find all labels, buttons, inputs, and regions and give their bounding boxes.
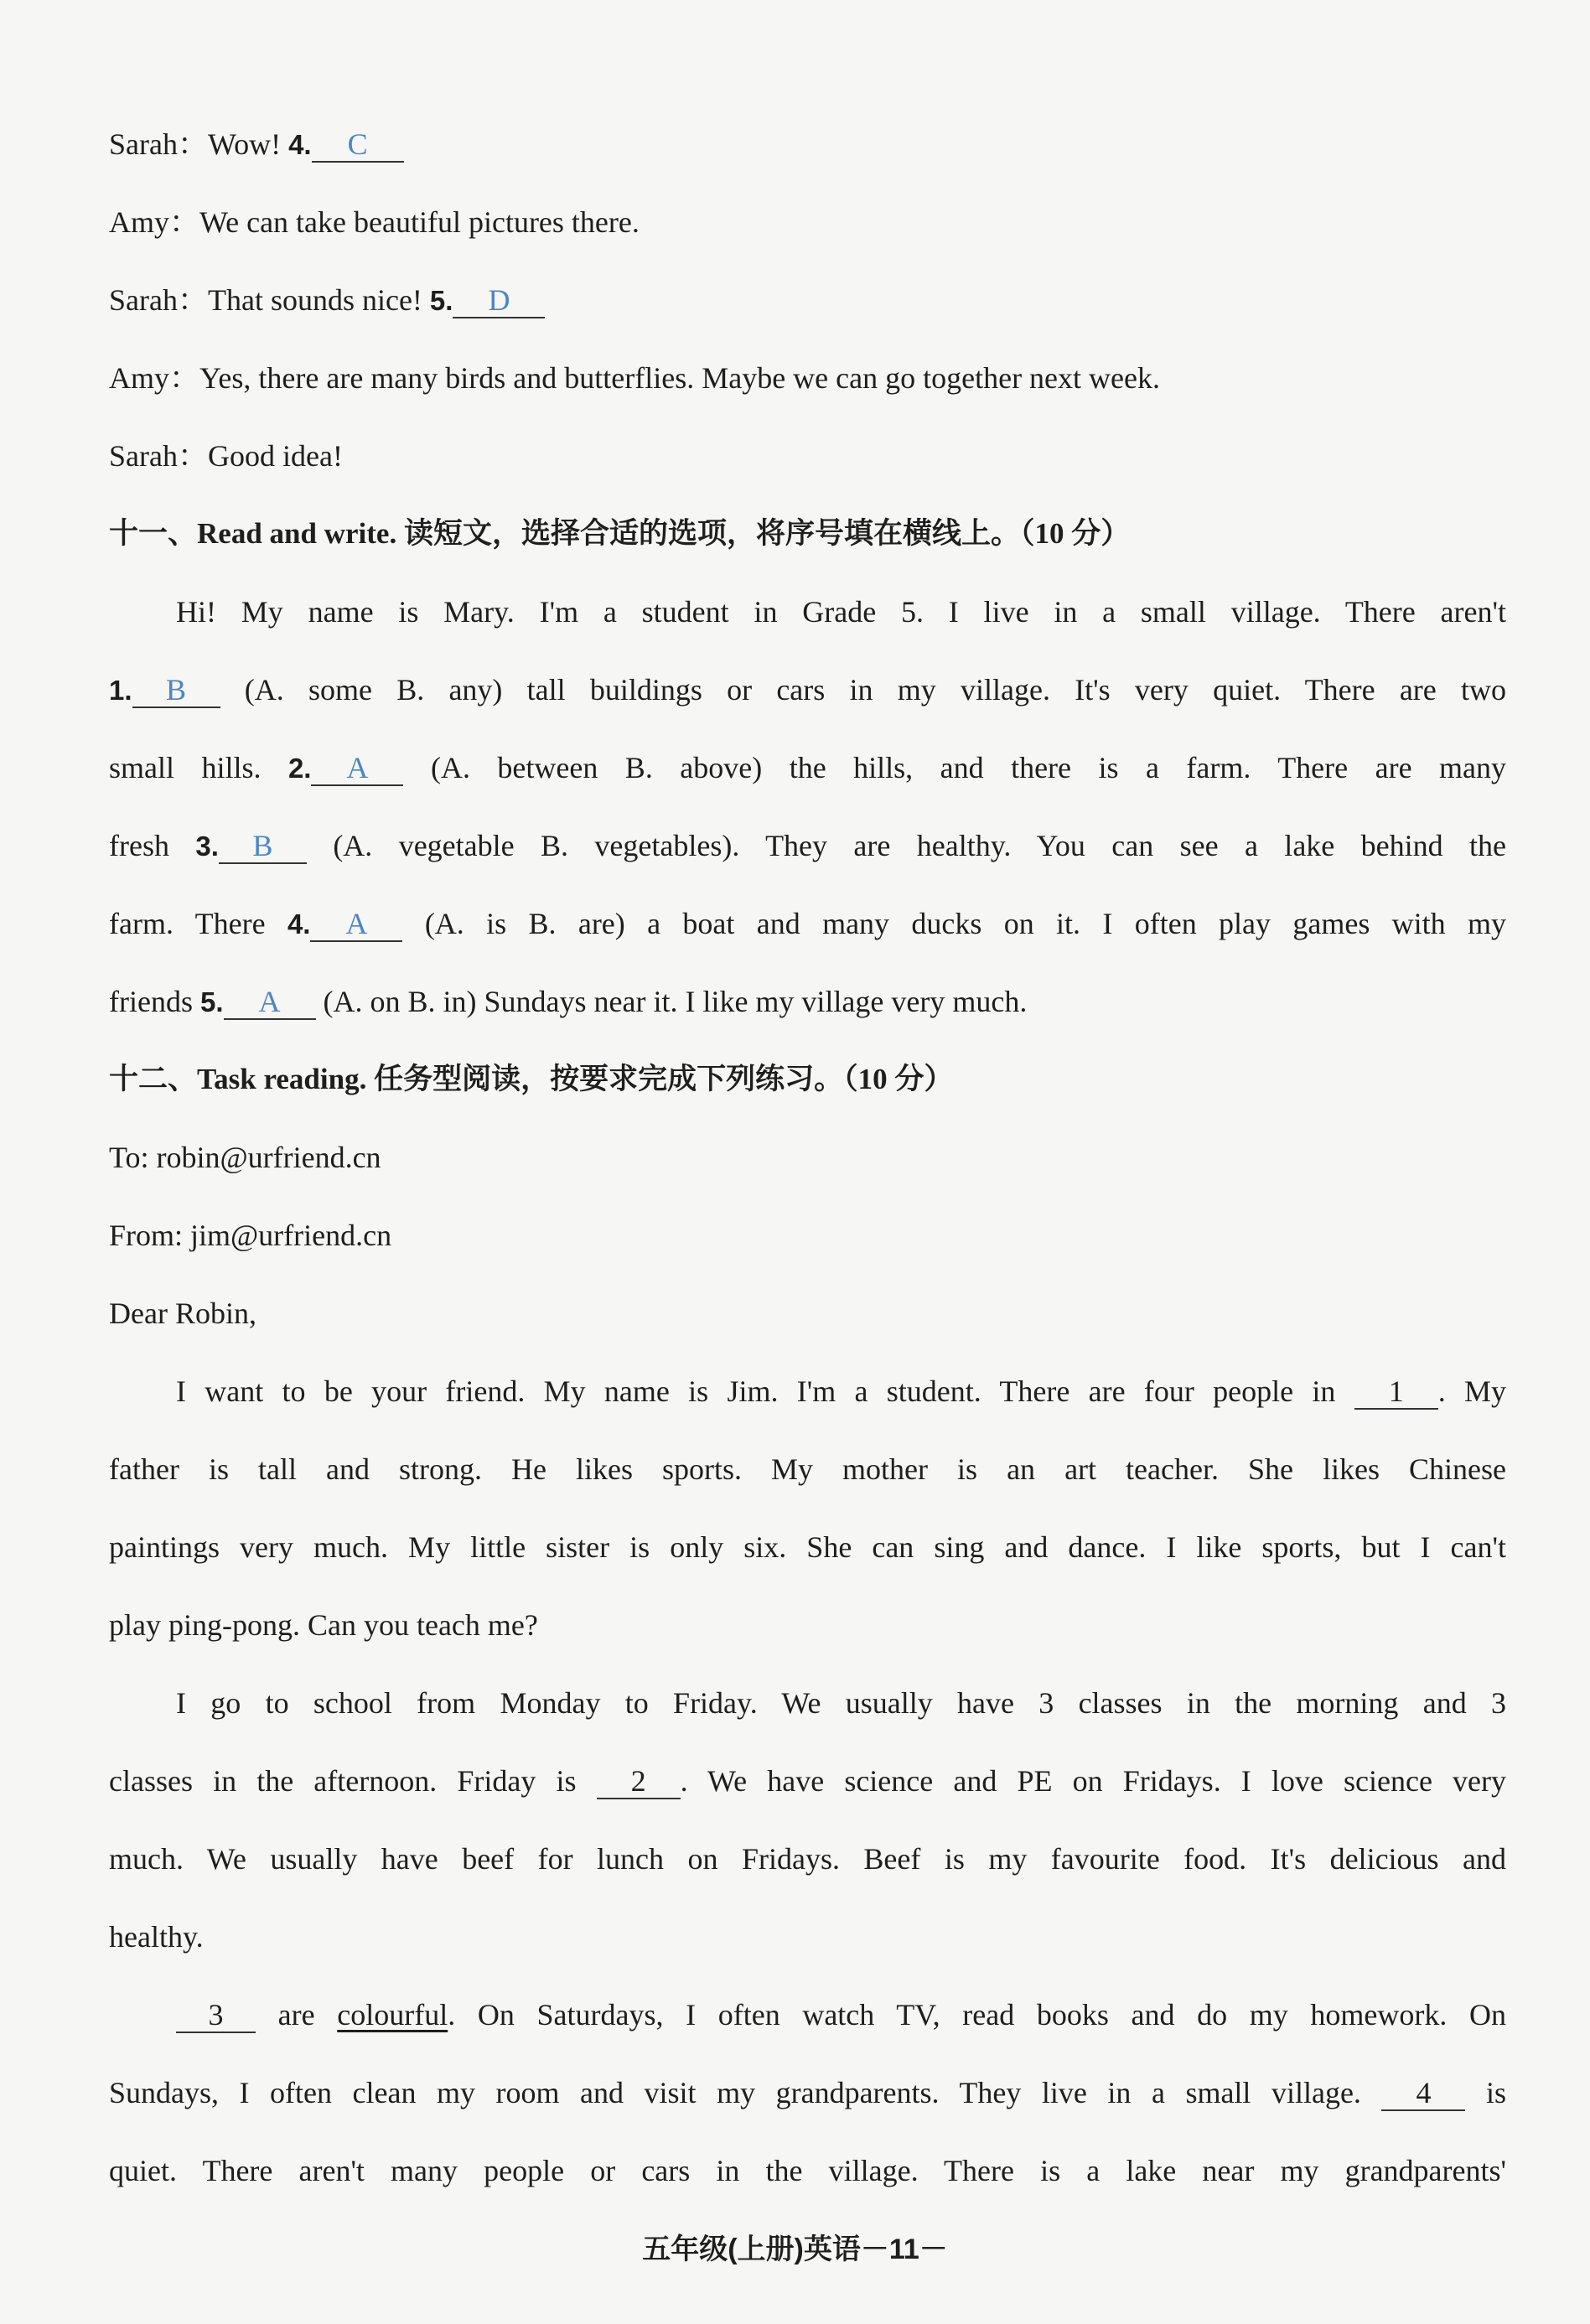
speaker: Amy [109,205,169,239]
question-number: 2. [287,753,312,784]
blank-number: 2 [630,1764,646,1798]
page-footer: 五年级(上册)英语－11－ [642,2233,948,2265]
email-text: Sundays, I often clean my room and visit my grandparents. They live in a small village. [109,2076,1361,2109]
passage-text: fresh [109,829,169,862]
task-blank[interactable] [176,1998,256,2033]
colon: ： [177,283,208,317]
passage-text: (A. is B. are) a boat and many ducks on it. I often play games with my [424,907,1507,940]
answer-text: A [258,985,281,1018]
passage-text: small hills. [109,751,262,784]
answer-text: A [346,751,369,784]
passage-line-6 [109,981,1506,1022]
dialogue-line-3 [109,280,1506,321]
email-text: much. We usually have beef for lunch on Fridays. Beef is my favourite food. It's delicious and [109,1842,1506,1876]
colon: ： [177,127,208,161]
passage-line-5 [109,903,1506,945]
passage-line-2 [109,670,1506,711]
answer-text: B [166,673,187,707]
question-number: 5. [429,285,453,316]
speaker: Sarah [109,127,178,161]
task-blank[interactable] [597,1764,681,1799]
section-score: （10 分） [1019,517,1131,550]
section-title-cn: 读短文，选择合适的选项，将序号填在横线上。 [403,517,1020,550]
dialogue-line-4 [109,358,1506,398]
passage-line-3 [109,748,1506,789]
dialogue-line-5 [109,436,1506,476]
email-text: healthy. [109,1920,204,1954]
section-title-en: Task reading. [197,1063,367,1095]
answer-blank[interactable] [453,283,545,318]
speaker: Sarah [109,439,178,473]
email-text: I go to school from Monday to Friday. We usually have 3 classes in the morning and 3 [176,1686,1506,1720]
dialogue-line-2 [109,202,1506,242]
colon: ： [169,205,200,239]
email-text: father is tall and strong. He likes sports. My mother is an art teacher. She likes Chinese [109,1452,1506,1486]
email-line-11 [109,2151,1506,2191]
answer-blank[interactable] [311,751,403,786]
passage-line-1 [176,592,1506,632]
email-to-text: To: robin@urfriend.cn [109,1141,381,1174]
section-number: 十一、 [109,517,198,550]
passage-text: (A. vegetable B. vegetables). They are healthy. You can see a lake behind the [333,829,1507,862]
colon: ： [169,361,200,395]
email-text: . On Saturdays, I often watch TV, read books and do my homework. On [448,1998,1506,2032]
speaker: Amy [109,361,169,395]
email-line-3 [109,1527,1506,1567]
section-title-cn: 任务型阅读，按要求完成下列练习。 [374,1063,844,1095]
greeting-text: Dear Robin, [109,1297,256,1330]
email-greeting [109,1293,1506,1333]
email-text: quiet. There aren't many people or cars in the village. There is a lake near my grandparents' [109,2154,1506,2187]
speaker: Sarah [109,283,178,317]
answer-blank[interactable] [132,673,220,708]
email-line-9 [176,1995,1506,2035]
question-number: 3. [195,831,219,862]
dialogue-text: That sounds nice! [207,283,422,317]
email-text: are [277,1998,315,2032]
passage-line-4 [109,826,1506,867]
email-text: classes in the afternoon. Friday is [109,1764,577,1798]
email-line-2 [109,1449,1506,1489]
question-number: 5. [199,986,224,1017]
blank-number: 3 [208,1998,224,2032]
answer-text: A [345,907,368,940]
answer-blank[interactable] [224,985,316,1020]
question-number: 4. [287,908,311,939]
answer-blank[interactable] [312,127,404,163]
section-11-heading [109,514,1506,554]
email-text: paintings very much. My little sister is only six. She can sing and dance. I like sports, but I can't [109,1530,1506,1564]
email-text: is [1486,2076,1507,2109]
task-blank[interactable] [1381,2076,1465,2111]
section-score: （10 分） [843,1063,954,1095]
email-text: . My [1437,1374,1507,1408]
dialogue-text: We can take beautiful pictures there. [199,205,640,239]
dialogue-text: Yes, there are many birds and butterflies. Maybe we can go together next week. [199,361,1160,395]
answer-text: D [488,283,510,317]
task-blank[interactable] [1354,1374,1438,1410]
passage-text: (A. on B. in) Sundays near it. I like my village very much. [323,985,1028,1018]
question-number: 4. [288,129,312,160]
passage-text: (A. between B. above) the hills, and there is a farm. There are many [430,751,1506,784]
email-from [109,1215,1506,1255]
dialogue-text: Wow! [207,127,282,161]
email-to [109,1137,1506,1178]
email-line-10 [109,2073,1506,2113]
email-text: I want to be your friend. My name is Jim. I'm a student. There are four people in [176,1374,1336,1408]
blank-number: 4 [1416,2076,1432,2109]
passage-text: (A. some B. any) tall buildings or cars in my village. It's very quiet. There are two [244,673,1507,707]
answer-text: C [347,127,368,161]
passage-text: friends [109,985,193,1018]
answer-blank[interactable] [219,829,307,864]
email-text: . We have science and PE on Fridays. I love science very [680,1764,1507,1798]
email-line-8 [109,1917,1506,1957]
passage-text: farm. There [109,907,266,940]
email-line-4 [109,1605,1506,1645]
dialogue-line-1 [109,124,1506,165]
blank-number: 1 [1388,1374,1404,1408]
email-text: play ping-pong. Can you teach me? [109,1608,538,1642]
section-title-en: Read and write. [197,517,397,550]
section-number: 十二、 [109,1063,198,1095]
email-line-6 [109,1761,1506,1801]
colon: ： [177,439,208,473]
dialogue-text: Good idea! [207,439,343,473]
email-line-7 [109,1839,1506,1879]
email-from-text: From: jim@urfriend.cn [109,1219,392,1252]
email-line-5 [176,1683,1506,1723]
section-12-heading [109,1059,1506,1100]
question-number: 1. [109,675,132,706]
answer-blank[interactable] [310,907,402,942]
underlined-word: colourful [337,1998,448,2032]
passage-text: Hi! My name is Mary. I'm a student in Grade 5. I live in a small village. There aren't [176,595,1506,629]
answer-text: B [252,829,273,862]
email-line-1 [176,1371,1506,1411]
